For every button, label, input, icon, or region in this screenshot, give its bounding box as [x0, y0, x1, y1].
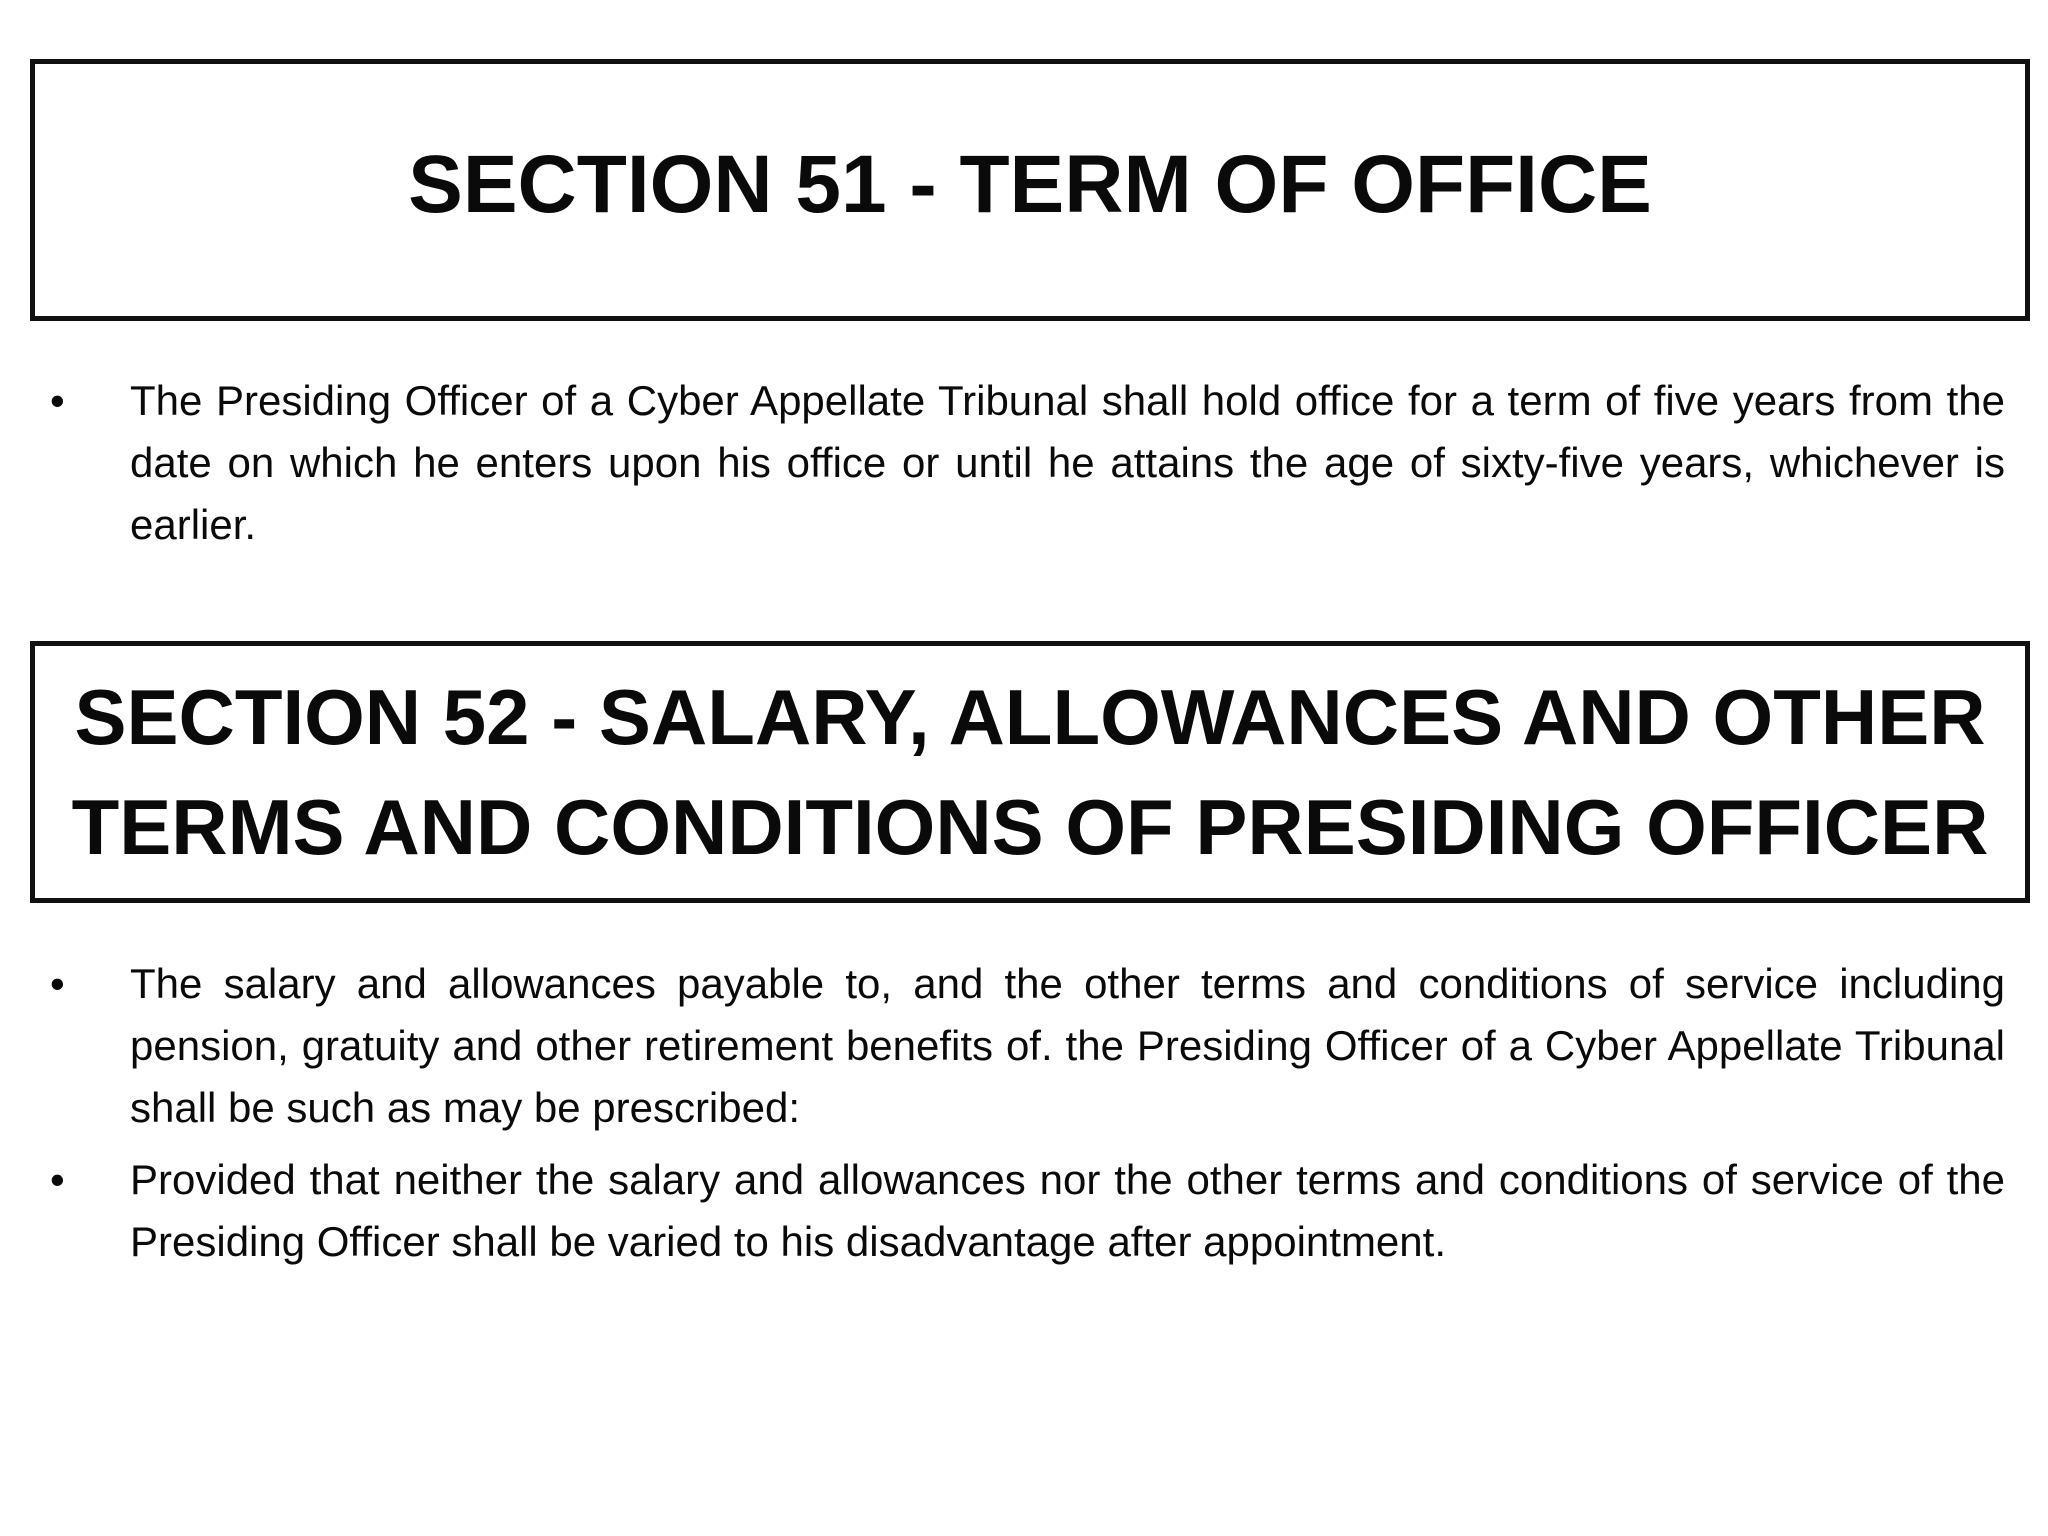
section-51-bullet-text: The Presiding Officer of a Cyber Appellate Tribunal shall hold office for a term of five years from the date on which he enters upon his office or until he attains the age of sixty-five years, whichever is earlier.	[130, 377, 2005, 548]
section-52-bullet-item	[50, 953, 2005, 1139]
section-52-bullet-text: Provided that neither the salary and allowances nor the other terms and conditions of service of the Presiding Officer shall be varied to his disadvantage after appointment.	[130, 1156, 2005, 1265]
section-51-bullet-item	[50, 370, 2005, 556]
section-52-title-box	[30, 641, 2030, 903]
section-51-title: SECTION 51 - TERM OF OFFICE	[408, 139, 1652, 230]
bullet-icon: •	[50, 960, 65, 1007]
section-52-title: SECTION 52 - SALARY, ALLOWANCES AND OTHER TERMS AND CONDITIONS OF PRESIDING OFFICER	[71, 673, 1989, 871]
bullet-icon: •	[50, 1156, 65, 1203]
section-51-bullet-list	[50, 370, 2005, 556]
bullet-icon: •	[50, 377, 65, 424]
section-52-bullet-item	[50, 1149, 2005, 1273]
section-52-bullet-list	[50, 953, 2005, 1273]
section-52-bullet-text: The salary and allowances payable to, and the other terms and conditions of service including pension, gratuity and other retirement benefits of. the Presiding Officer of a Cyber Appellate Tribunal shall be such as may be prescribed:	[130, 960, 2005, 1131]
section-51-title-box	[30, 59, 2030, 321]
